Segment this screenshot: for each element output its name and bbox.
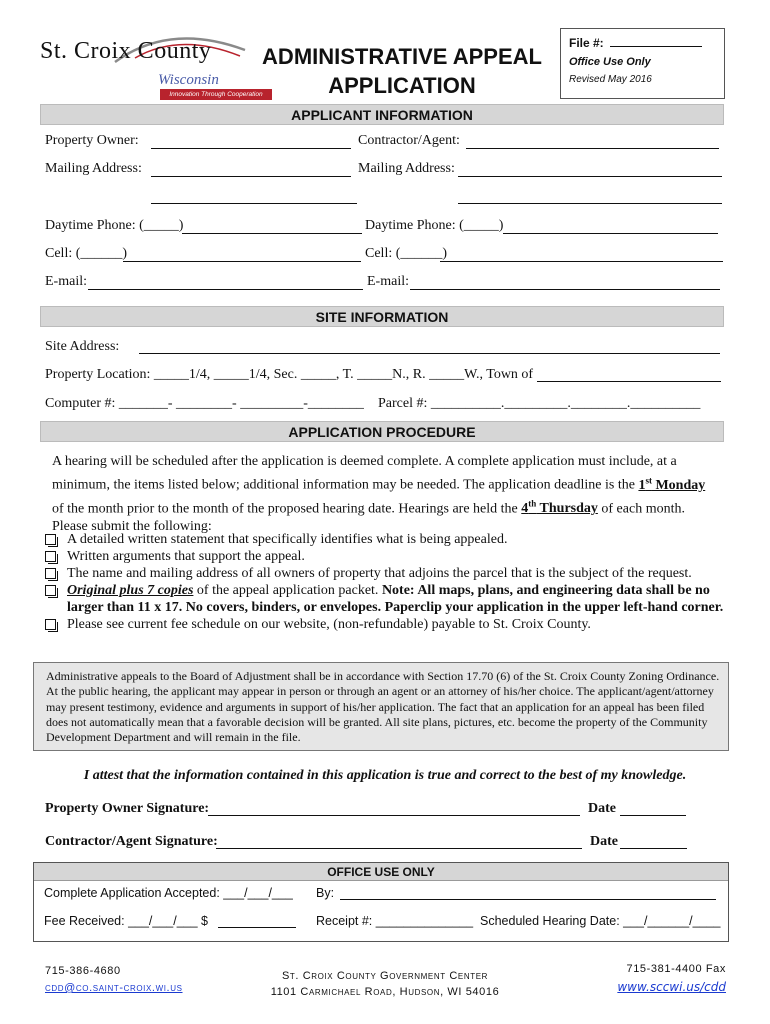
owner-date-label: Date: [588, 801, 616, 816]
agent-daytime-phone-label: Daytime Phone: (_____): [365, 218, 504, 233]
county-logo: [40, 28, 263, 98]
procedure-intro-b: of the month prior to the month of the proposed hearing date. Hearings are held the: [52, 501, 522, 517]
office-use-box: [33, 862, 729, 942]
file-number-field[interactable]: [610, 37, 702, 47]
list-item: [45, 616, 725, 633]
requirement-adjoining-owners: The name and mailing address of all owners of property that adjoins the parcel that is the subject of the request.: [67, 566, 692, 581]
title-line-2: APPLICATION: [328, 73, 476, 98]
footer-center-name: St. Croix County Government Center: [281, 970, 489, 982]
procedure-intro: [52, 453, 712, 536]
footer-website-link[interactable]: www.sccwi.us/cdd: [617, 980, 726, 994]
requirement-arguments: Written arguments that support the appeal.: [67, 549, 305, 564]
agent-signature-field[interactable]: [216, 848, 582, 849]
property-owner-field[interactable]: [151, 148, 351, 149]
office-use-header: OFFICE USE ONLY: [34, 863, 728, 881]
accepted-by-label: By:: [316, 886, 335, 900]
agent-date-field[interactable]: [620, 848, 687, 849]
requirement-copies-note: Note: All maps, plans, and engineering data shall be no larger than 11 x 17. No covers, binders, or envelopes. Paperclip your application in the upper left-hand corner.: [67, 583, 724, 615]
file-number-label: File #:: [569, 36, 604, 50]
file-number-box: [560, 28, 725, 99]
site-address-field[interactable]: [139, 353, 720, 354]
checkbox-icon[interactable]: [45, 585, 56, 596]
contractor-agent-field[interactable]: [466, 148, 719, 149]
agent-daytime-phone-field[interactable]: [503, 233, 718, 234]
logo-name: St. Croix County: [40, 38, 212, 64]
agent-date-label: Date: [590, 834, 618, 849]
owner-mailing-address-label: Mailing Address:: [45, 161, 142, 176]
owner-signature-field[interactable]: [208, 815, 580, 816]
agent-mailing-address-label: Mailing Address:: [358, 161, 455, 176]
footer-center-address: 1101 Carmichael Road, Hudson, WI 54016: [270, 986, 500, 998]
site-address-label: Site Address:: [45, 339, 120, 354]
agent-mailing-address-line-2[interactable]: [458, 203, 722, 204]
list-item: [45, 582, 725, 616]
applicant-section-header: APPLICANT INFORMATION: [40, 104, 724, 125]
footer-email-link[interactable]: cdd@co.saint-croix.wi.us: [45, 982, 183, 994]
contractor-agent-label: Contractor/Agent:: [358, 133, 460, 148]
procedure-intro-c: of each month. Please submit the following:: [52, 501, 685, 535]
attestation-statement: I attest that the information contained in this application is true and correct to the best of my knowledge.: [83, 768, 687, 783]
agent-cell-field[interactable]: [440, 261, 723, 262]
hearing-day-suffix: th: [528, 498, 537, 509]
computer-number-label: Computer #: _______- ________- _________-________: [45, 396, 364, 411]
logo-tagline: Innovation Through Cooperation: [160, 89, 272, 100]
requirement-copies-emphasis: Original plus 7 copies: [67, 583, 194, 598]
application-accepted-label: Complete Application Accepted: ___/___/___: [44, 886, 293, 900]
checkbox-icon[interactable]: [45, 619, 56, 630]
appeal-notice-box: Administrative appeals to the Board of Adjustment shall be in accordance with Section 17.70 (6) of the St. Croix County Zoning Ordinance. At the public hearing, the applicant may appear in person or through an agent or an attorney of his/her choice. The applicant/agent/attorney may present testimony, evidence and arguments in support of his/her application. The fact that an application for an appeal has been filed does not automatically mean that a favorable decision will be granted. All site plans, pictures, etc. become the property of the Community Development Department and will remain in the file.: [33, 662, 729, 751]
requirement-fee: Please see current fee schedule on our website, (non-refundable) payable to St. Croix County.: [67, 617, 591, 632]
list-item: [45, 565, 725, 582]
property-owner-label: Property Owner:: [45, 133, 139, 148]
agent-signature-label: Contractor/Agent Signature:: [45, 834, 218, 849]
procedure-intro-a: A hearing will be scheduled after the application is deemed complete. A complete application must include, at a minimum, the items listed below; additional information may be needed. The application deadline is the: [52, 454, 677, 493]
deadline-day-number: 1: [638, 477, 646, 493]
agent-email-label: E-mail:: [367, 274, 409, 289]
site-section-header: SITE INFORMATION: [40, 306, 724, 327]
owner-signature-label: Property Owner Signature:: [45, 801, 210, 816]
fee-amount-field[interactable]: [218, 927, 296, 928]
agent-mailing-address-field[interactable]: [458, 176, 722, 177]
agent-email-field[interactable]: [410, 289, 720, 290]
owner-date-field[interactable]: [620, 815, 686, 816]
logo-state: Wisconsin: [158, 72, 219, 88]
footer-phone: 715-386-4680: [45, 965, 121, 977]
town-of-field[interactable]: [537, 381, 721, 382]
requirement-copies-text: of the appeal application packet.: [193, 583, 382, 598]
office-use-note: Office Use Only: [569, 56, 651, 68]
revision-note: Revised May 2016: [569, 74, 652, 85]
owner-cell-field[interactable]: [123, 261, 361, 262]
hearing-day-number: 4: [521, 501, 529, 517]
hearing-weekday: Thursday: [536, 501, 598, 517]
requirement-statement: A detailed written statement that specifically identifies what is being appealed.: [67, 532, 508, 547]
parcel-number-label: Parcel #: __________._________.________.__________: [378, 396, 701, 411]
list-item: [45, 531, 725, 548]
title-line-1: ADMINISTRATIVE APPEAL: [262, 44, 542, 69]
checkbox-icon[interactable]: [45, 534, 56, 545]
scheduled-hearing-date-label: Scheduled Hearing Date: ___/______/____: [480, 914, 721, 928]
accepted-by-field[interactable]: [340, 899, 716, 900]
procedure-section-header: APPLICATION PROCEDURE: [40, 421, 724, 442]
owner-daytime-phone-label: Daytime Phone: (_____): [45, 218, 184, 233]
deadline-day-suffix: st: [645, 475, 652, 485]
list-item: [45, 548, 725, 565]
owner-mailing-address-line-2[interactable]: [151, 203, 357, 204]
checkbox-icon[interactable]: [45, 568, 56, 579]
property-location-label: Property Location: _____1/4, _____1/4, Sec. _____, T. _____N., R. _____W., Town of: [45, 367, 534, 382]
owner-cell-label: Cell: (______): [45, 246, 128, 261]
owner-daytime-phone-field[interactable]: [182, 233, 362, 234]
checkbox-icon[interactable]: [45, 551, 56, 562]
deadline-weekday: Monday: [651, 477, 706, 493]
agent-cell-label: Cell: (______): [365, 246, 448, 261]
receipt-number-label: Receipt #: ______________: [316, 914, 474, 928]
fee-received-label: Fee Received: ___/___/___ $: [44, 914, 209, 928]
owner-email-label: E-mail:: [45, 274, 87, 289]
form-title: [252, 42, 552, 100]
owner-email-field[interactable]: [88, 289, 363, 290]
requirements-list: [45, 531, 725, 633]
owner-mailing-address-field[interactable]: [151, 176, 351, 177]
footer-fax: 715-381-4400 Fax: [626, 963, 726, 975]
